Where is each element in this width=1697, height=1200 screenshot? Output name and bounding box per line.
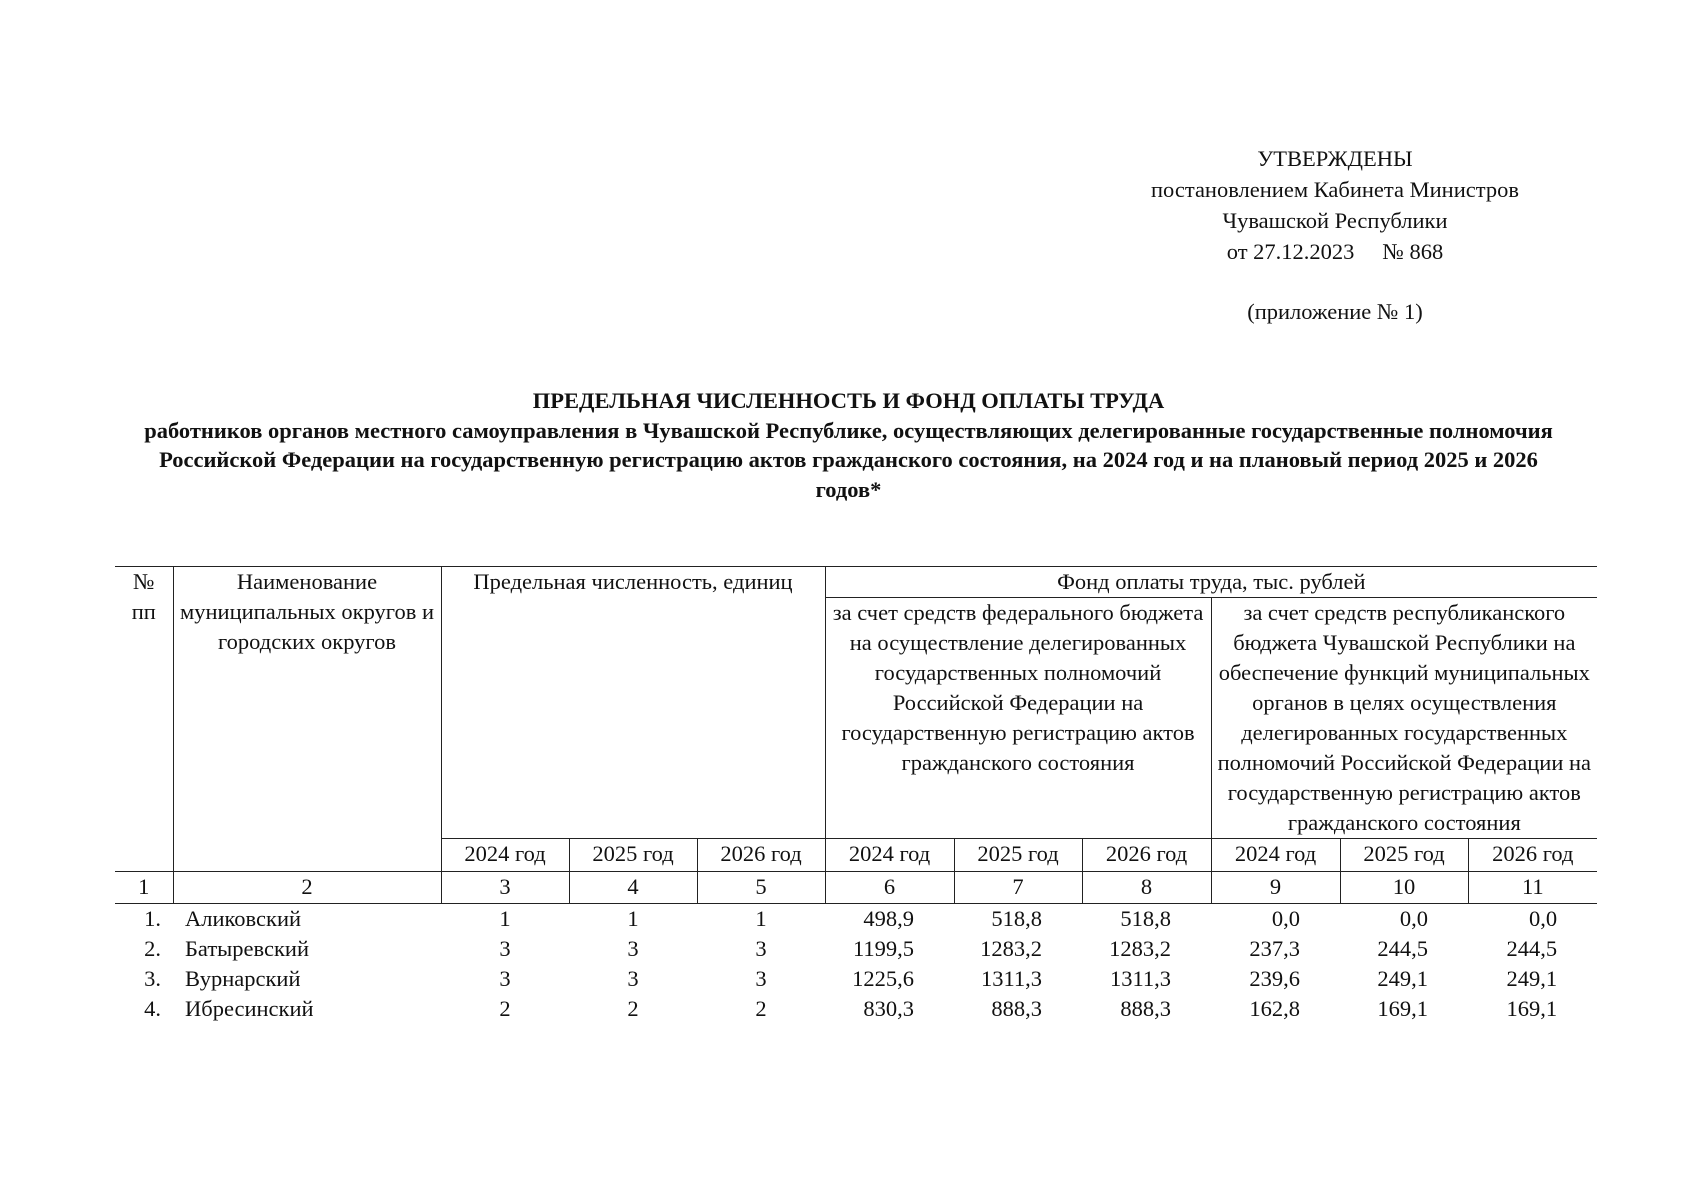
republic-fund-value: 169,1 [1506, 996, 1558, 1021]
header-republic-budget: за счет средств республиканского бюджета Чувашской Республики на обеспечение функций муниципальных органов в целях осуществления делегированных государственных полномочий Российской Федерации на государственную регистрацию актов гражданского состояния [1211, 598, 1597, 839]
republic-fund-value: 244,5 [1377, 936, 1429, 961]
column-number: 1 [115, 872, 173, 904]
header-year: 2026 год [1082, 839, 1211, 872]
republic-fund-value: 249,1 [1377, 966, 1429, 991]
header-year: 2024 год [825, 839, 954, 872]
column-number: 5 [697, 872, 825, 904]
federal-fund-value: 1311,3 [1109, 966, 1172, 991]
headcount-value: 3 [499, 936, 511, 961]
header-year: 2024 год [441, 839, 569, 872]
approval-issuer: постановлением Кабинета Министров [1151, 177, 1519, 202]
document-title: ПРЕДЕЛЬНАЯ ЧИСЛЕННОСТЬ И ФОНД ОПЛАТЫ ТРУДА [532, 388, 1165, 413]
header-name: Наименование муниципальных округов и городских округов [173, 567, 441, 872]
column-number: 11 [1468, 872, 1597, 904]
header-year: 2025 год [1340, 839, 1468, 872]
headcount-value: 3 [755, 966, 767, 991]
column-number: 7 [954, 872, 1082, 904]
approval-date: от 27.12.2023 [1226, 239, 1355, 264]
appendix-label: (приложение № 1) [1247, 299, 1423, 324]
document-title-block [60, 386, 1637, 504]
republic-fund-value: 237,3 [1249, 936, 1301, 961]
header-year: 2026 год [697, 839, 825, 872]
headcount-value: 1 [755, 906, 767, 931]
approval-date-number [1080, 236, 1590, 267]
column-number: 8 [1082, 872, 1211, 904]
district-name: Батыревский [185, 936, 310, 961]
republic-fund-value: 162,8 [1249, 996, 1301, 1021]
headcount-value: 2 [627, 996, 639, 1021]
federal-fund-value: 1199,5 [852, 936, 915, 961]
headcount-value: 3 [627, 936, 639, 961]
headcount-value: 2 [499, 996, 511, 1021]
header-year: 2025 год [954, 839, 1082, 872]
federal-fund-value: 1311,3 [980, 966, 1043, 991]
table-row [115, 934, 1597, 964]
republic-fund-value: 0,0 [1399, 906, 1429, 931]
federal-fund-value: 1225,6 [852, 966, 915, 991]
headcount-value: 1 [627, 906, 639, 931]
header-year: 2026 год [1468, 839, 1597, 872]
district-name: Ибресинский [185, 996, 314, 1021]
header-fund: Фонд оплаты труда, тыс. рублей [825, 567, 1597, 598]
headcount-value: 3 [499, 966, 511, 991]
federal-fund-value: 518,8 [991, 906, 1043, 931]
approval-number: № 868 [1382, 239, 1444, 264]
row-index: 4. [144, 996, 161, 1021]
district-name: Вурнарский [185, 966, 301, 991]
row-index: 3. [144, 966, 161, 991]
approval-heading: УТВЕРЖДЕНЫ [1257, 146, 1413, 171]
header-year: 2025 год [569, 839, 697, 872]
column-number: 2 [173, 872, 441, 904]
headcount-value: 3 [755, 936, 767, 961]
column-number: 6 [825, 872, 954, 904]
table-row [115, 964, 1597, 994]
federal-fund-value: 830,3 [863, 996, 915, 1021]
column-number-row [115, 872, 1597, 904]
headcount-value: 3 [627, 966, 639, 991]
table-row [115, 994, 1597, 1024]
header-num: № пп [115, 567, 173, 872]
column-number: 9 [1211, 872, 1340, 904]
district-name: Аликовский [185, 906, 302, 931]
federal-fund-value: 888,3 [1120, 996, 1172, 1021]
column-number: 4 [569, 872, 697, 904]
federal-fund-value: 1283,2 [1109, 936, 1172, 961]
header-headcount: Предельная численность, единиц [441, 567, 825, 839]
federal-fund-value: 498,9 [863, 906, 915, 931]
table-row [115, 904, 1597, 935]
republic-fund-value: 244,5 [1506, 936, 1558, 961]
column-number: 10 [1340, 872, 1468, 904]
federal-fund-value: 888,3 [991, 996, 1043, 1021]
approval-republic: Чувашской Республики [1222, 208, 1448, 233]
row-index: 2. [144, 936, 161, 961]
republic-fund-value: 0,0 [1528, 906, 1558, 931]
federal-fund-value: 1283,2 [980, 936, 1043, 961]
republic-fund-value: 249,1 [1506, 966, 1558, 991]
republic-fund-value: 0,0 [1271, 906, 1301, 931]
headcount-value: 2 [755, 996, 767, 1021]
document-subtitle: работников органов местного самоуправления в Чувашской Республике, осуществляющих делегированные государственные полномочия Российской Федерации на государственную регистрацию актов гражданского состояния, на 2024 год и на плановый период 2025 и 2026 годов* [144, 417, 1553, 502]
header-year: 2024 год [1211, 839, 1340, 872]
limits-table [115, 566, 1597, 1024]
headcount-value: 1 [499, 906, 511, 931]
row-index: 1. [144, 906, 161, 931]
approval-stamp [1080, 143, 1590, 267]
header-federal-budget: за счет средств федерального бюджета на осуществление делегированных государственных полномочий Российской Федерации на государственную регистрацию актов гражданского состояния [825, 598, 1211, 839]
federal-fund-value: 518,8 [1120, 906, 1172, 931]
column-number: 3 [441, 872, 569, 904]
republic-fund-value: 239,6 [1249, 966, 1301, 991]
republic-fund-value: 169,1 [1377, 996, 1429, 1021]
